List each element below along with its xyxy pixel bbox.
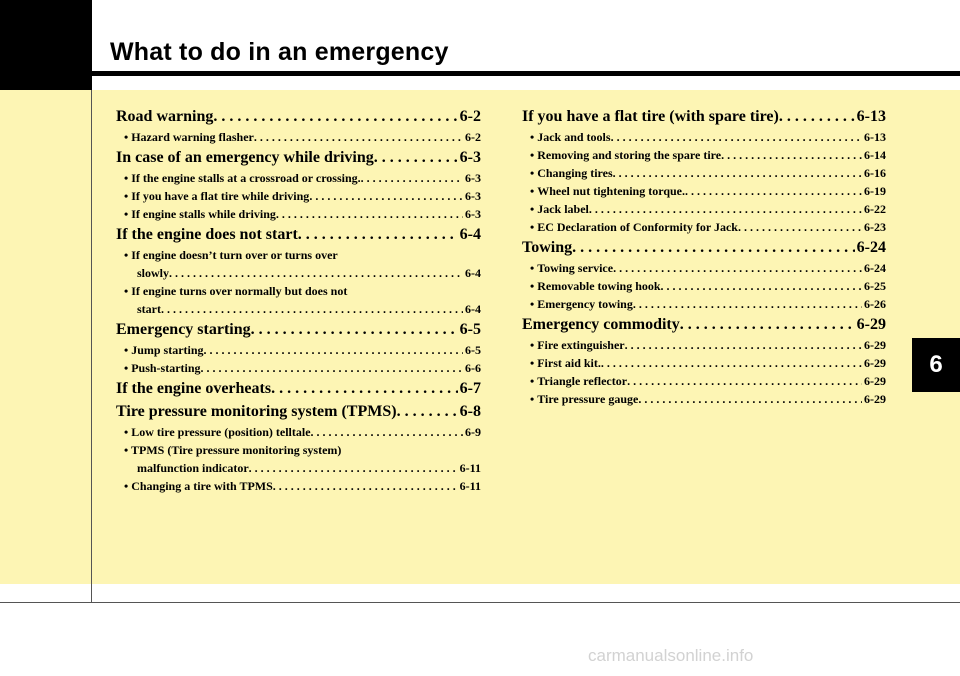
toc-subentry[interactable] <box>116 479 481 497</box>
toc-subentry[interactable] <box>116 425 481 443</box>
dot-leader <box>572 239 855 257</box>
page-number: 6-29 <box>864 374 886 388</box>
toc-subentry-title: Jack and tools <box>537 130 611 144</box>
toc-subentry[interactable] <box>522 356 886 374</box>
toc-subentry[interactable] <box>522 261 886 279</box>
dot-leader <box>169 266 463 281</box>
bullet: • <box>530 130 535 144</box>
bullet: • <box>530 297 535 311</box>
toc-subentry-title: If engine doesn’t turn over or turns over <box>131 248 338 262</box>
toc-subentry-line[interactable] <box>116 284 481 302</box>
page-number: 6-29 <box>864 392 886 406</box>
dot-leader <box>601 356 862 371</box>
toc-entry-title: If the engine does not start <box>116 226 298 243</box>
toc-subentry-title: Hazard warning flasher <box>131 130 254 144</box>
bullet: • <box>124 479 129 493</box>
toc-column-right <box>522 107 886 410</box>
toc-subentry-title: First aid kit. <box>537 356 601 370</box>
page-number: 6-4 <box>459 226 481 243</box>
dot-leader <box>213 108 457 126</box>
dot-leader <box>613 261 862 276</box>
toc-subentry-title: If engine stalls while driving <box>131 207 276 221</box>
dot-leader <box>374 149 458 167</box>
bullet: • <box>530 279 535 293</box>
dot-leader <box>633 297 862 312</box>
toc-subentry[interactable] <box>116 343 481 361</box>
page-number: 6-5 <box>459 321 481 338</box>
toc-subentry-title: Towing service <box>537 261 614 275</box>
toc-subentry[interactable] <box>522 297 886 315</box>
toc-subentry[interactable] <box>522 148 886 166</box>
toc-entry-title: Tire pressure monitoring system (TPMS) <box>116 403 397 420</box>
page-number: 6-3 <box>465 207 481 221</box>
toc-subentry-title: Wheel nut tightening torque. <box>537 184 685 198</box>
dot-leader <box>721 148 862 163</box>
toc-subentry-title: Low tire pressure (position) telltale <box>131 425 311 439</box>
dot-leader <box>204 343 463 358</box>
toc-subentry[interactable] <box>116 461 481 479</box>
bullet: • <box>124 343 129 357</box>
dot-leader <box>397 403 458 421</box>
page-number: 6-3 <box>465 189 481 203</box>
dot-leader <box>613 166 862 181</box>
toc-subentry[interactable] <box>522 374 886 392</box>
dot-leader <box>249 461 458 476</box>
dot-leader <box>201 361 463 376</box>
toc-entry[interactable] <box>116 226 481 248</box>
toc-subentry-title: EC Declaration of Conformity for Jack <box>537 220 738 234</box>
dot-leader <box>309 189 463 204</box>
toc-subentry[interactable] <box>522 392 886 410</box>
bullet: • <box>124 207 129 221</box>
dot-leader <box>298 226 458 244</box>
bullet: • <box>530 148 535 162</box>
dot-leader <box>685 184 862 199</box>
dot-leader <box>625 338 862 353</box>
toc-subentry-title: If engine turns over normally but does not <box>131 284 348 298</box>
toc-entry[interactable] <box>116 108 481 130</box>
page-number: 6-3 <box>459 149 481 166</box>
page-number: 6-5 <box>465 343 481 357</box>
toc-subentry-title: Changing tires <box>537 166 613 180</box>
page-number: 6-13 <box>856 108 886 125</box>
page-title: What to do in an emergency <box>110 38 449 66</box>
page-number: 6-6 <box>465 361 481 375</box>
watermark: carmanualsonline.info <box>588 646 754 665</box>
dot-leader <box>611 130 862 145</box>
page-number: 6-2 <box>459 108 481 125</box>
toc-column-left <box>116 107 481 497</box>
page-number: 6-29 <box>864 356 886 370</box>
dot-leader <box>589 202 862 217</box>
page-number: 6-4 <box>465 266 481 280</box>
page-number: 6-19 <box>864 184 886 198</box>
page-number: 6-26 <box>864 297 886 311</box>
toc-subentry-line[interactable] <box>116 248 481 266</box>
footer-line <box>0 602 960 603</box>
page-number: 6-4 <box>465 302 481 316</box>
toc-entry-title: If you have a flat tire (with spare tire) <box>522 108 779 125</box>
toc-subentry-title: slowly <box>137 266 170 280</box>
page-number: 6-25 <box>864 279 886 293</box>
toc-subentry-title: Triangle reflector <box>537 374 628 388</box>
toc-entry[interactable] <box>116 149 481 171</box>
bullet: • <box>530 374 535 388</box>
toc-subentry[interactable] <box>116 189 481 207</box>
toc-subentry-title: If the engine stalls at a crossroad or crossing. <box>131 171 361 185</box>
toc-entry-title: Emergency commodity <box>522 316 680 333</box>
page-number: 6-7 <box>459 380 481 397</box>
toc-subentry[interactable] <box>116 171 481 189</box>
toc-subentry-title: Removable towing hook <box>537 279 661 293</box>
corner-block <box>0 0 92 90</box>
page-number: 6-11 <box>459 461 481 475</box>
toc-subentry[interactable] <box>522 279 886 297</box>
toc-subentry-title: Removing and storing the spare tire <box>537 148 722 162</box>
dot-leader <box>251 321 458 339</box>
page-number: 6-22 <box>864 202 886 216</box>
toc-entry-title: Towing <box>522 239 573 256</box>
toc-subentry-title: Changing a tire with TPMS <box>131 479 273 493</box>
toc-subentry[interactable] <box>116 361 481 379</box>
dot-leader <box>276 207 463 222</box>
toc-subentry[interactable] <box>522 220 886 238</box>
bullet: • <box>530 220 535 234</box>
toc-subentry-title: Jack label <box>537 202 589 216</box>
toc-subentry[interactable] <box>116 266 481 284</box>
margin-line <box>91 90 92 603</box>
toc-entry[interactable] <box>116 403 481 425</box>
toc-entry[interactable] <box>116 380 481 402</box>
bullet: • <box>530 338 535 352</box>
toc-subentry-title: Jump starting <box>131 343 204 357</box>
dot-leader <box>161 302 463 317</box>
bullet: • <box>124 189 129 203</box>
page-number: 6-13 <box>864 130 886 144</box>
toc-entry[interactable] <box>522 239 886 261</box>
page-number: 6-23 <box>864 220 886 234</box>
bullet: • <box>124 284 132 298</box>
toc-subentry[interactable] <box>522 338 886 356</box>
dot-leader <box>738 220 862 235</box>
toc-subentry[interactable] <box>116 130 481 148</box>
toc-subentry[interactable] <box>116 207 481 225</box>
page-number: 6-8 <box>459 403 481 420</box>
toc-subentry[interactable] <box>522 184 886 202</box>
page-number: 6-14 <box>864 148 886 162</box>
toc-subentry[interactable] <box>522 166 886 184</box>
toc-subentry[interactable] <box>522 130 886 148</box>
bullet: • <box>124 130 129 144</box>
page-number: 6-9 <box>465 425 481 439</box>
toc-entry-title: If the engine overheats <box>116 380 272 397</box>
toc-subentry-title: malfunction indicator <box>137 461 249 475</box>
dot-leader <box>638 392 862 407</box>
dot-leader <box>661 279 862 294</box>
toc-entry[interactable] <box>116 321 481 343</box>
toc-entry[interactable] <box>522 316 886 338</box>
dot-leader <box>271 380 458 398</box>
bullet: • <box>124 443 131 457</box>
toc-subentry-title: Emergency towing <box>537 297 633 311</box>
bullet: • <box>124 425 129 439</box>
bullet: • <box>530 392 535 406</box>
page-number: 6-2 <box>465 130 481 144</box>
bullet: • <box>530 356 535 370</box>
bullet: • <box>530 166 535 180</box>
toc-subentry-title: Fire extinguisher <box>537 338 625 352</box>
page-number: 6-29 <box>864 338 886 352</box>
page-number: 6-29 <box>856 316 886 333</box>
chapter-tab[interactable]: 6 <box>912 338 960 392</box>
toc-subentry[interactable] <box>522 202 886 220</box>
dot-leader <box>254 130 463 145</box>
bullet: • <box>124 171 129 185</box>
bullet: • <box>530 202 535 216</box>
title-rule <box>92 71 960 76</box>
toc-entry-title: Emergency starting <box>116 321 251 338</box>
toc-subentry-title: TPMS (Tire pressure monitoring system) <box>130 443 342 457</box>
toc-entry-title: Road warning <box>116 108 214 125</box>
page-number: 6-11 <box>459 479 481 493</box>
dot-leader <box>627 374 862 389</box>
page-number: 6-3 <box>465 171 481 185</box>
page-number: 6-24 <box>864 261 886 275</box>
dot-leader <box>311 425 463 440</box>
toc-entry[interactable] <box>522 108 886 130</box>
toc-subentry-line[interactable] <box>116 443 481 461</box>
dot-leader <box>361 171 463 186</box>
dot-leader <box>779 108 855 126</box>
toc-subentry-title: Tire pressure gauge <box>537 392 639 406</box>
toc-subentry-title: start <box>137 302 161 316</box>
dot-leader <box>680 316 855 334</box>
toc-subentry[interactable] <box>116 302 481 320</box>
toc-subentry-title: Push-starting <box>131 361 201 375</box>
bullet: • <box>124 361 129 375</box>
bullet: • <box>124 248 132 262</box>
page-number: 6-24 <box>856 239 886 256</box>
dot-leader <box>273 479 458 494</box>
page-number: 6-16 <box>864 166 886 180</box>
bullet: • <box>530 184 535 198</box>
toc-subentry-title: If you have a flat tire while driving <box>131 189 310 203</box>
bullet: • <box>530 261 535 275</box>
toc-entry-title: In case of an emergency while driving <box>116 149 374 166</box>
